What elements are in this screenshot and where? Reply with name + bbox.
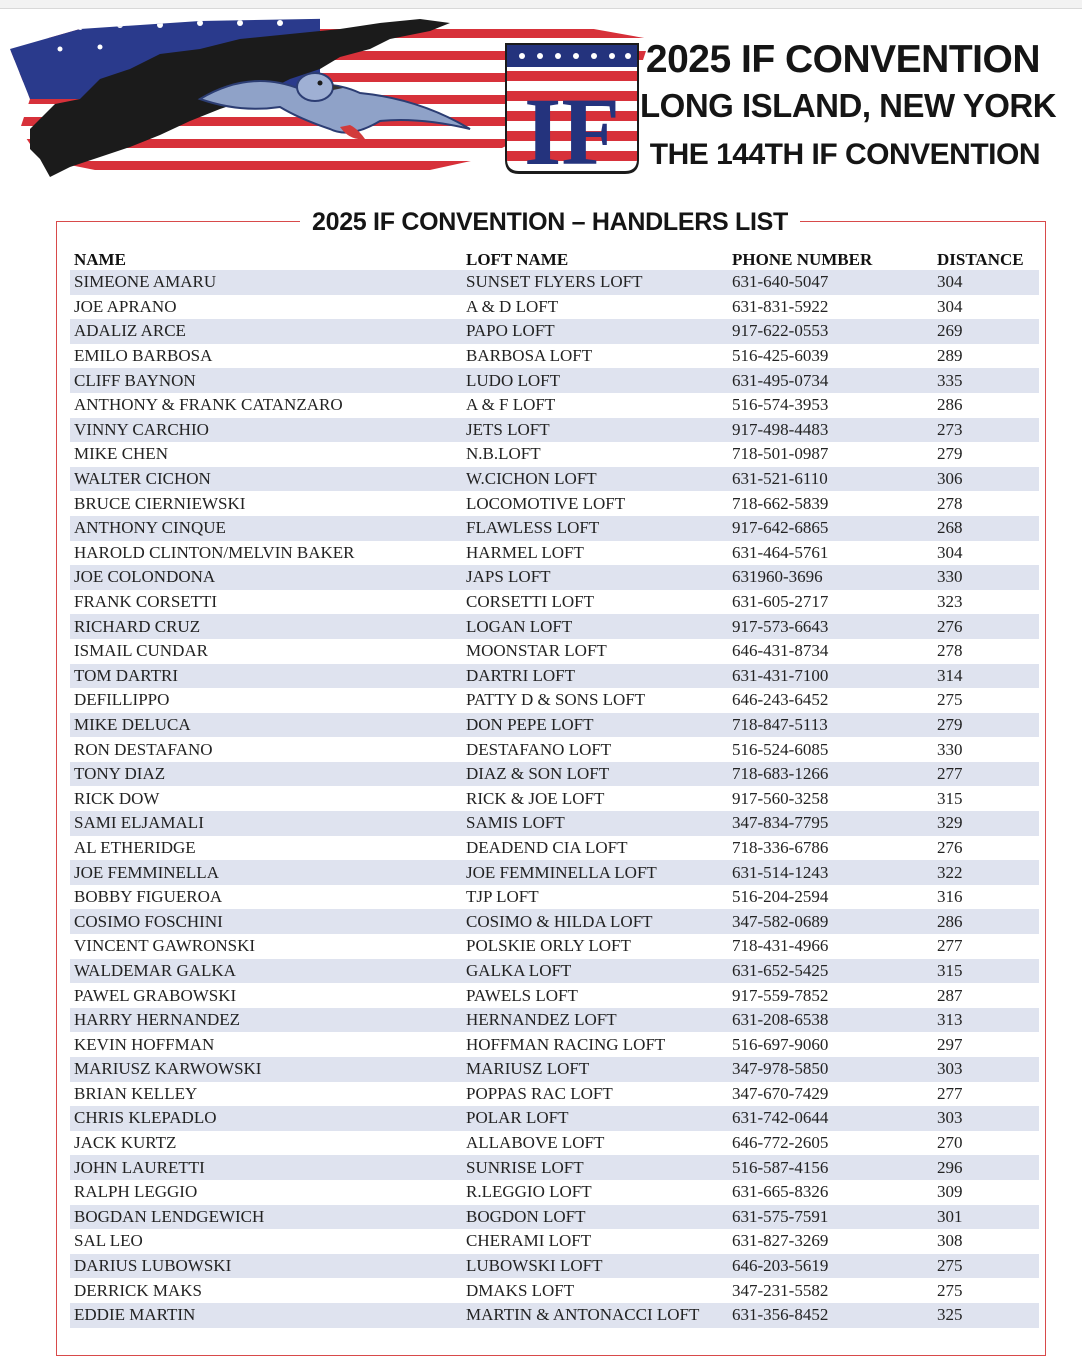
table-row xyxy=(70,1008,1039,1033)
handler-name-cell: BOGDAN LENDGEWICH xyxy=(70,1205,462,1230)
table-row xyxy=(70,344,1039,369)
loft-name-cell: TJP LOFT xyxy=(462,885,728,910)
loft-name-cell: PATTY D & SONS LOFT xyxy=(462,688,728,713)
handler-name-cell: RICK DOW xyxy=(70,786,462,811)
distance-cell: 306 xyxy=(933,467,1039,492)
distance-cell: 289 xyxy=(933,344,1039,369)
table-row xyxy=(70,1254,1039,1279)
handler-name-cell: EDDIE MARTIN xyxy=(70,1303,462,1328)
distance-cell: 270 xyxy=(933,1131,1039,1156)
column-header-phone-number: PHONE NUMBER xyxy=(732,250,873,269)
table-row xyxy=(70,934,1039,959)
distance-cell: 308 xyxy=(933,1229,1039,1254)
phone-number-cell: 631-742-0644 xyxy=(728,1106,933,1131)
phone-number-cell: 917-498-4483 xyxy=(728,418,933,443)
handler-name-cell: MARIUSZ KARWOWSKI xyxy=(70,1057,462,1082)
distance-cell: 277 xyxy=(933,762,1039,787)
table-row xyxy=(70,983,1039,1008)
distance-cell: 277 xyxy=(933,934,1039,959)
if-logo-shield xyxy=(505,43,639,185)
distance-cell: 335 xyxy=(933,368,1039,393)
table-row xyxy=(70,909,1039,934)
handler-name-cell: RICHARD CRUZ xyxy=(70,614,462,639)
distance-cell: 325 xyxy=(933,1303,1039,1328)
phone-number-cell: 631-521-6110 xyxy=(728,467,933,492)
distance-cell: 296 xyxy=(933,1155,1039,1180)
handler-name-cell: VINNY CARCHIO xyxy=(70,418,462,443)
distance-cell: 330 xyxy=(933,737,1039,762)
distance-cell: 286 xyxy=(933,393,1039,418)
loft-name-cell: POLSKIE ORLY LOFT xyxy=(462,934,728,959)
phone-number-cell: 347-582-0689 xyxy=(728,909,933,934)
handler-name-cell: JOE COLONDONA xyxy=(70,565,462,590)
title-line-3: THE 144TH IF CONVENTION xyxy=(649,138,1040,171)
handler-name-cell: VINCENT GAWRONSKI xyxy=(70,934,462,959)
distance-cell: 278 xyxy=(933,639,1039,664)
handler-name-cell: SAL LEO xyxy=(70,1229,462,1254)
table-row xyxy=(70,565,1039,590)
phone-number-cell: 718-662-5839 xyxy=(728,491,933,516)
phone-number-cell: 631960-3696 xyxy=(728,565,933,590)
loft-name-cell: JAPS LOFT xyxy=(462,565,728,590)
phone-number-cell: 917-573-6643 xyxy=(728,614,933,639)
distance-cell: 287 xyxy=(933,983,1039,1008)
handler-name-cell: SIMEONE AMARU xyxy=(70,270,462,295)
phone-number-cell: 516-425-6039 xyxy=(728,344,933,369)
phone-number-cell: 347-670-7429 xyxy=(728,1082,933,1107)
handler-name-cell: JOE FEMMINELLA xyxy=(70,860,462,885)
loft-name-cell: FLAWLESS LOFT xyxy=(462,516,728,541)
convention-banner-art xyxy=(0,9,660,189)
loft-name-cell: PAWELS LOFT xyxy=(462,983,728,1008)
phone-number-cell: 631-652-5425 xyxy=(728,959,933,984)
handler-name-cell: MIKE CHEN xyxy=(70,442,462,467)
table-row xyxy=(70,664,1039,689)
table-row xyxy=(70,442,1039,467)
table-row xyxy=(70,836,1039,861)
handler-name-cell: ADALIZ ARCE xyxy=(70,319,462,344)
distance-cell: 275 xyxy=(933,1278,1039,1303)
phone-number-cell: 631-464-5761 xyxy=(728,541,933,566)
phone-number-cell: 631-605-2717 xyxy=(728,590,933,615)
handler-name-cell: JOE APRANO xyxy=(70,295,462,320)
phone-number-cell: 516-204-2594 xyxy=(728,885,933,910)
handler-name-cell: TOM DARTRI xyxy=(70,664,462,689)
loft-name-cell: CORSETTI LOFT xyxy=(462,590,728,615)
phone-number-cell: 516-524-6085 xyxy=(728,737,933,762)
loft-name-cell: DEADEND CIA LOFT xyxy=(462,836,728,861)
handler-name-cell: WALTER CICHON xyxy=(70,467,462,492)
loft-name-cell: MOONSTAR LOFT xyxy=(462,639,728,664)
table-row xyxy=(70,614,1039,639)
distance-cell: 303 xyxy=(933,1057,1039,1082)
table-row xyxy=(70,811,1039,836)
table-row xyxy=(70,762,1039,787)
loft-name-cell: N.B.LOFT xyxy=(462,442,728,467)
loft-name-cell: LUDO LOFT xyxy=(462,368,728,393)
distance-cell: 330 xyxy=(933,565,1039,590)
loft-name-cell: LOCOMOTIVE LOFT xyxy=(462,491,728,516)
table-row xyxy=(70,516,1039,541)
distance-cell: 322 xyxy=(933,860,1039,885)
distance-cell: 276 xyxy=(933,614,1039,639)
table-row xyxy=(70,1180,1039,1205)
table-row xyxy=(70,1082,1039,1107)
table-row xyxy=(70,1057,1039,1082)
handler-name-cell: DARIUS LUBOWSKI xyxy=(70,1254,462,1279)
table-row xyxy=(70,1229,1039,1254)
handler-name-cell: DERRICK MAKS xyxy=(70,1278,462,1303)
column-header-loft-name: LOFT NAME xyxy=(466,250,569,269)
handler-name-cell: PAWEL GRABOWSKI xyxy=(70,983,462,1008)
distance-cell: 268 xyxy=(933,516,1039,541)
column-header-name: NAME xyxy=(74,250,126,269)
loft-name-cell: POPPAS RAC LOFT xyxy=(462,1082,728,1107)
phone-number-cell: 347-834-7795 xyxy=(728,811,933,836)
phone-number-cell: 718-431-4966 xyxy=(728,934,933,959)
handler-name-cell: COSIMO FOSCHINI xyxy=(70,909,462,934)
distance-cell: 275 xyxy=(933,688,1039,713)
phone-number-cell: 631-575-7591 xyxy=(728,1205,933,1230)
distance-cell: 329 xyxy=(933,811,1039,836)
table-row xyxy=(70,541,1039,566)
table-row xyxy=(70,1131,1039,1156)
table-row xyxy=(70,368,1039,393)
table-row xyxy=(70,393,1039,418)
distance-cell: 278 xyxy=(933,491,1039,516)
title-line-1: 2025 IF CONVENTION xyxy=(645,38,1040,81)
loft-name-cell: LOGAN LOFT xyxy=(462,614,728,639)
handler-name-cell: JOHN LAURETTI xyxy=(70,1155,462,1180)
table-header-row xyxy=(70,246,1039,270)
table-row xyxy=(70,319,1039,344)
phone-number-cell: 917-559-7852 xyxy=(728,983,933,1008)
table-row xyxy=(70,639,1039,664)
phone-number-cell: 646-203-5619 xyxy=(728,1254,933,1279)
distance-cell: 304 xyxy=(933,270,1039,295)
table-row xyxy=(70,295,1039,320)
phone-number-cell: 631-208-6538 xyxy=(728,1008,933,1033)
distance-cell: 316 xyxy=(933,885,1039,910)
handler-name-cell: BRIAN KELLEY xyxy=(70,1082,462,1107)
handlers-table xyxy=(70,246,1039,1328)
handler-name-cell: WALDEMAR GALKA xyxy=(70,959,462,984)
phone-number-cell: 516-574-3953 xyxy=(728,393,933,418)
handler-name-cell: ISMAIL CUNDAR xyxy=(70,639,462,664)
phone-number-cell: 631-514-1243 xyxy=(728,860,933,885)
handler-name-cell: BOBBY FIGUEROA xyxy=(70,885,462,910)
phone-number-cell: 646-772-2605 xyxy=(728,1131,933,1156)
loft-name-cell: PAPO LOFT xyxy=(462,319,728,344)
svg-text:IF: IF xyxy=(524,78,620,185)
loft-name-cell: DMAKS LOFT xyxy=(462,1278,728,1303)
handler-name-cell: ANTHONY & FRANK CATANZARO xyxy=(70,393,462,418)
table-row xyxy=(70,1032,1039,1057)
distance-cell: 309 xyxy=(933,1180,1039,1205)
handler-name-cell: DEFILLIPPO xyxy=(70,688,462,713)
loft-name-cell: HARMEL LOFT xyxy=(462,541,728,566)
table-row xyxy=(70,786,1039,811)
table-row xyxy=(70,1106,1039,1131)
distance-cell: 314 xyxy=(933,664,1039,689)
loft-name-cell: HOFFMAN RACING LOFT xyxy=(462,1032,728,1057)
handler-name-cell: CHRIS KLEPADLO xyxy=(70,1106,462,1131)
loft-name-cell: GALKA LOFT xyxy=(462,959,728,984)
distance-cell: 297 xyxy=(933,1032,1039,1057)
handler-name-cell: CLIFF BAYNON xyxy=(70,368,462,393)
table-row xyxy=(70,1155,1039,1180)
phone-number-cell: 718-336-6786 xyxy=(728,836,933,861)
table-row xyxy=(70,491,1039,516)
handler-name-cell: SAMI ELJAMALI xyxy=(70,811,462,836)
loft-name-cell: HERNANDEZ LOFT xyxy=(462,1008,728,1033)
table-row xyxy=(70,737,1039,762)
loft-name-cell: W.CICHON LOFT xyxy=(462,467,728,492)
distance-cell: 279 xyxy=(933,442,1039,467)
handler-name-cell: JACK KURTZ xyxy=(70,1131,462,1156)
handlers-list-title: 2025 IF CONVENTION – HANDLERS LIST xyxy=(300,205,800,239)
distance-cell: 304 xyxy=(933,541,1039,566)
phone-number-cell: 516-697-9060 xyxy=(728,1032,933,1057)
loft-name-cell: JOE FEMMINELLA LOFT xyxy=(462,860,728,885)
loft-name-cell: DON PEPE LOFT xyxy=(462,713,728,738)
table-row xyxy=(70,959,1039,984)
column-header-distance: DISTANCE xyxy=(937,250,1024,269)
phone-number-cell: 646-243-6452 xyxy=(728,688,933,713)
loft-name-cell: JETS LOFT xyxy=(462,418,728,443)
phone-number-cell: 631-495-0734 xyxy=(728,368,933,393)
distance-cell: 276 xyxy=(933,836,1039,861)
handler-name-cell: RALPH LEGGIO xyxy=(70,1180,462,1205)
phone-number-cell: 631-640-5047 xyxy=(728,270,933,295)
handler-name-cell: TONY DIAZ xyxy=(70,762,462,787)
loft-name-cell: LUBOWSKI LOFT xyxy=(462,1254,728,1279)
handler-name-cell: BRUCE CIERNIEWSKI xyxy=(70,491,462,516)
distance-cell: 275 xyxy=(933,1254,1039,1279)
handler-name-cell: KEVIN HOFFMAN xyxy=(70,1032,462,1057)
handler-name-cell: FRANK CORSETTI xyxy=(70,590,462,615)
loft-name-cell: BARBOSA LOFT xyxy=(462,344,728,369)
distance-cell: 279 xyxy=(933,713,1039,738)
handler-name-cell: MIKE DELUCA xyxy=(70,713,462,738)
loft-name-cell: COSIMO & HILDA LOFT xyxy=(462,909,728,934)
distance-cell: 286 xyxy=(933,909,1039,934)
distance-cell: 273 xyxy=(933,418,1039,443)
table-row xyxy=(70,1205,1039,1230)
table-row xyxy=(70,885,1039,910)
table-row xyxy=(70,1278,1039,1303)
distance-cell: 303 xyxy=(933,1106,1039,1131)
loft-name-cell: BOGDON LOFT xyxy=(462,1205,728,1230)
table-row xyxy=(70,713,1039,738)
table-row xyxy=(70,688,1039,713)
table-row xyxy=(70,270,1039,295)
handler-name-cell: AL ETHERIDGE xyxy=(70,836,462,861)
loft-name-cell: A & D LOFT xyxy=(462,295,728,320)
loft-name-cell: DIAZ & SON LOFT xyxy=(462,762,728,787)
distance-cell: 301 xyxy=(933,1205,1039,1230)
loft-name-cell: DARTRI LOFT xyxy=(462,664,728,689)
loft-name-cell: MARIUSZ LOFT xyxy=(462,1057,728,1082)
phone-number-cell: 631-827-3269 xyxy=(728,1229,933,1254)
phone-number-cell: 917-622-0553 xyxy=(728,319,933,344)
handler-name-cell: EMILO BARBOSA xyxy=(70,344,462,369)
phone-number-cell: 718-683-1266 xyxy=(728,762,933,787)
phone-number-cell: 917-642-6865 xyxy=(728,516,933,541)
handler-name-cell: HAROLD CLINTON/MELVIN BAKER xyxy=(70,541,462,566)
loft-name-cell: SUNSET FLYERS LOFT xyxy=(462,270,728,295)
loft-name-cell: R.LEGGIO LOFT xyxy=(462,1180,728,1205)
phone-number-cell: 718-501-0987 xyxy=(728,442,933,467)
table-row xyxy=(70,418,1039,443)
handler-name-cell: ANTHONY CINQUE xyxy=(70,516,462,541)
title-line-2: LONG ISLAND, NEW YORK xyxy=(640,87,1057,124)
loft-name-cell: MARTIN & ANTONACCI LOFT xyxy=(462,1303,728,1328)
distance-cell: 315 xyxy=(933,959,1039,984)
loft-name-cell: DESTAFANO LOFT xyxy=(462,737,728,762)
phone-number-cell: 347-978-5850 xyxy=(728,1057,933,1082)
loft-name-cell: POLAR LOFT xyxy=(462,1106,728,1131)
loft-name-cell: RICK & JOE LOFT xyxy=(462,786,728,811)
distance-cell: 315 xyxy=(933,786,1039,811)
phone-number-cell: 917-560-3258 xyxy=(728,786,933,811)
browser-top-strip xyxy=(0,0,1082,9)
loft-name-cell: SAMIS LOFT xyxy=(462,811,728,836)
distance-cell: 313 xyxy=(933,1008,1039,1033)
handler-name-cell: RON DESTAFANO xyxy=(70,737,462,762)
distance-cell: 304 xyxy=(933,295,1039,320)
distance-cell: 323 xyxy=(933,590,1039,615)
phone-number-cell: 516-587-4156 xyxy=(728,1155,933,1180)
phone-number-cell: 646-431-8734 xyxy=(728,639,933,664)
convention-title-block xyxy=(640,36,1057,182)
table-row xyxy=(70,590,1039,615)
table-row xyxy=(70,467,1039,492)
phone-number-cell: 347-231-5582 xyxy=(728,1278,933,1303)
table-row xyxy=(70,1303,1039,1328)
table-row xyxy=(70,860,1039,885)
phone-number-cell: 631-431-7100 xyxy=(728,664,933,689)
phone-number-cell: 631-665-8326 xyxy=(728,1180,933,1205)
handler-name-cell: HARRY HERNANDEZ xyxy=(70,1008,462,1033)
loft-name-cell: SUNRISE LOFT xyxy=(462,1155,728,1180)
distance-cell: 269 xyxy=(933,319,1039,344)
phone-number-cell: 631-356-8452 xyxy=(728,1303,933,1328)
distance-cell: 277 xyxy=(933,1082,1039,1107)
loft-name-cell: A & F LOFT xyxy=(462,393,728,418)
phone-number-cell: 718-847-5113 xyxy=(728,713,933,738)
loft-name-cell: CHERAMI LOFT xyxy=(462,1229,728,1254)
loft-name-cell: ALLABOVE LOFT xyxy=(462,1131,728,1156)
phone-number-cell: 631-831-5922 xyxy=(728,295,933,320)
